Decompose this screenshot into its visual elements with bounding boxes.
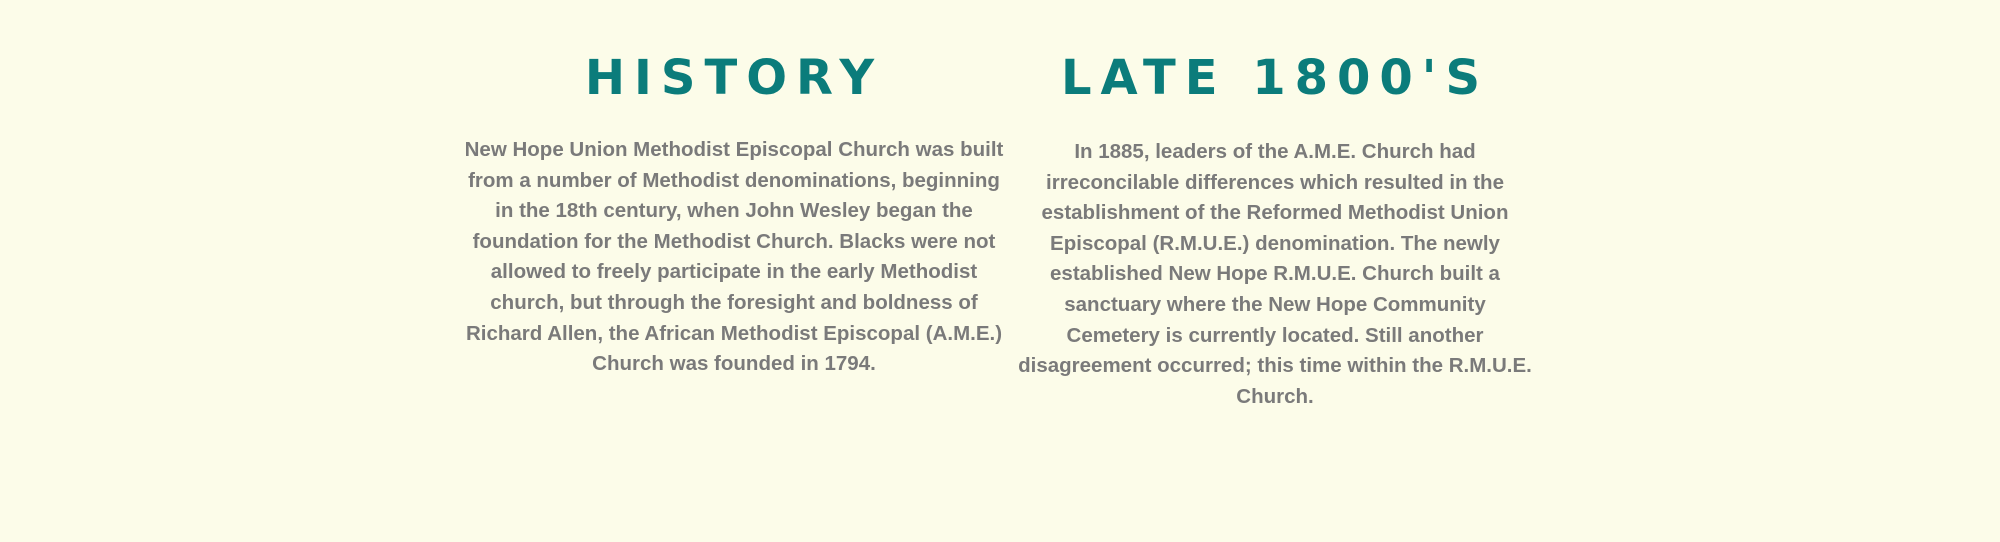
late-1800s-heading: LATE 1800'S bbox=[1060, 50, 1490, 106]
history-paragraph: New Hope Union Methodist Episcopal Church was built from a number of Methodist denominations, beginning in the 18th century, when John Wesley began the foundation for the Methodist Church. Blacks were not allowed to freely participate in the early Methodist church, but through the foresight and boldness of Richard Allen, the African Methodist Episcopal (A.M.E.) Church was founded in 1794. bbox=[464, 138, 1004, 376]
history-heading: HISTORY bbox=[584, 50, 884, 106]
late-1800s-paragraph: In 1885, leaders of the A.M.E. Church had irreconcilable differences which resulted in the establishment of the Reformed Methodist Union Episcopal (R.M.U.E.) denomination. The newly established New Hope R.M.U.E. Church built a sanctuary where the New Hope Community Cemetery is currently located. Still another disagreement occurred; this time within the R.M.U.E. Church. bbox=[1018, 140, 1532, 408]
